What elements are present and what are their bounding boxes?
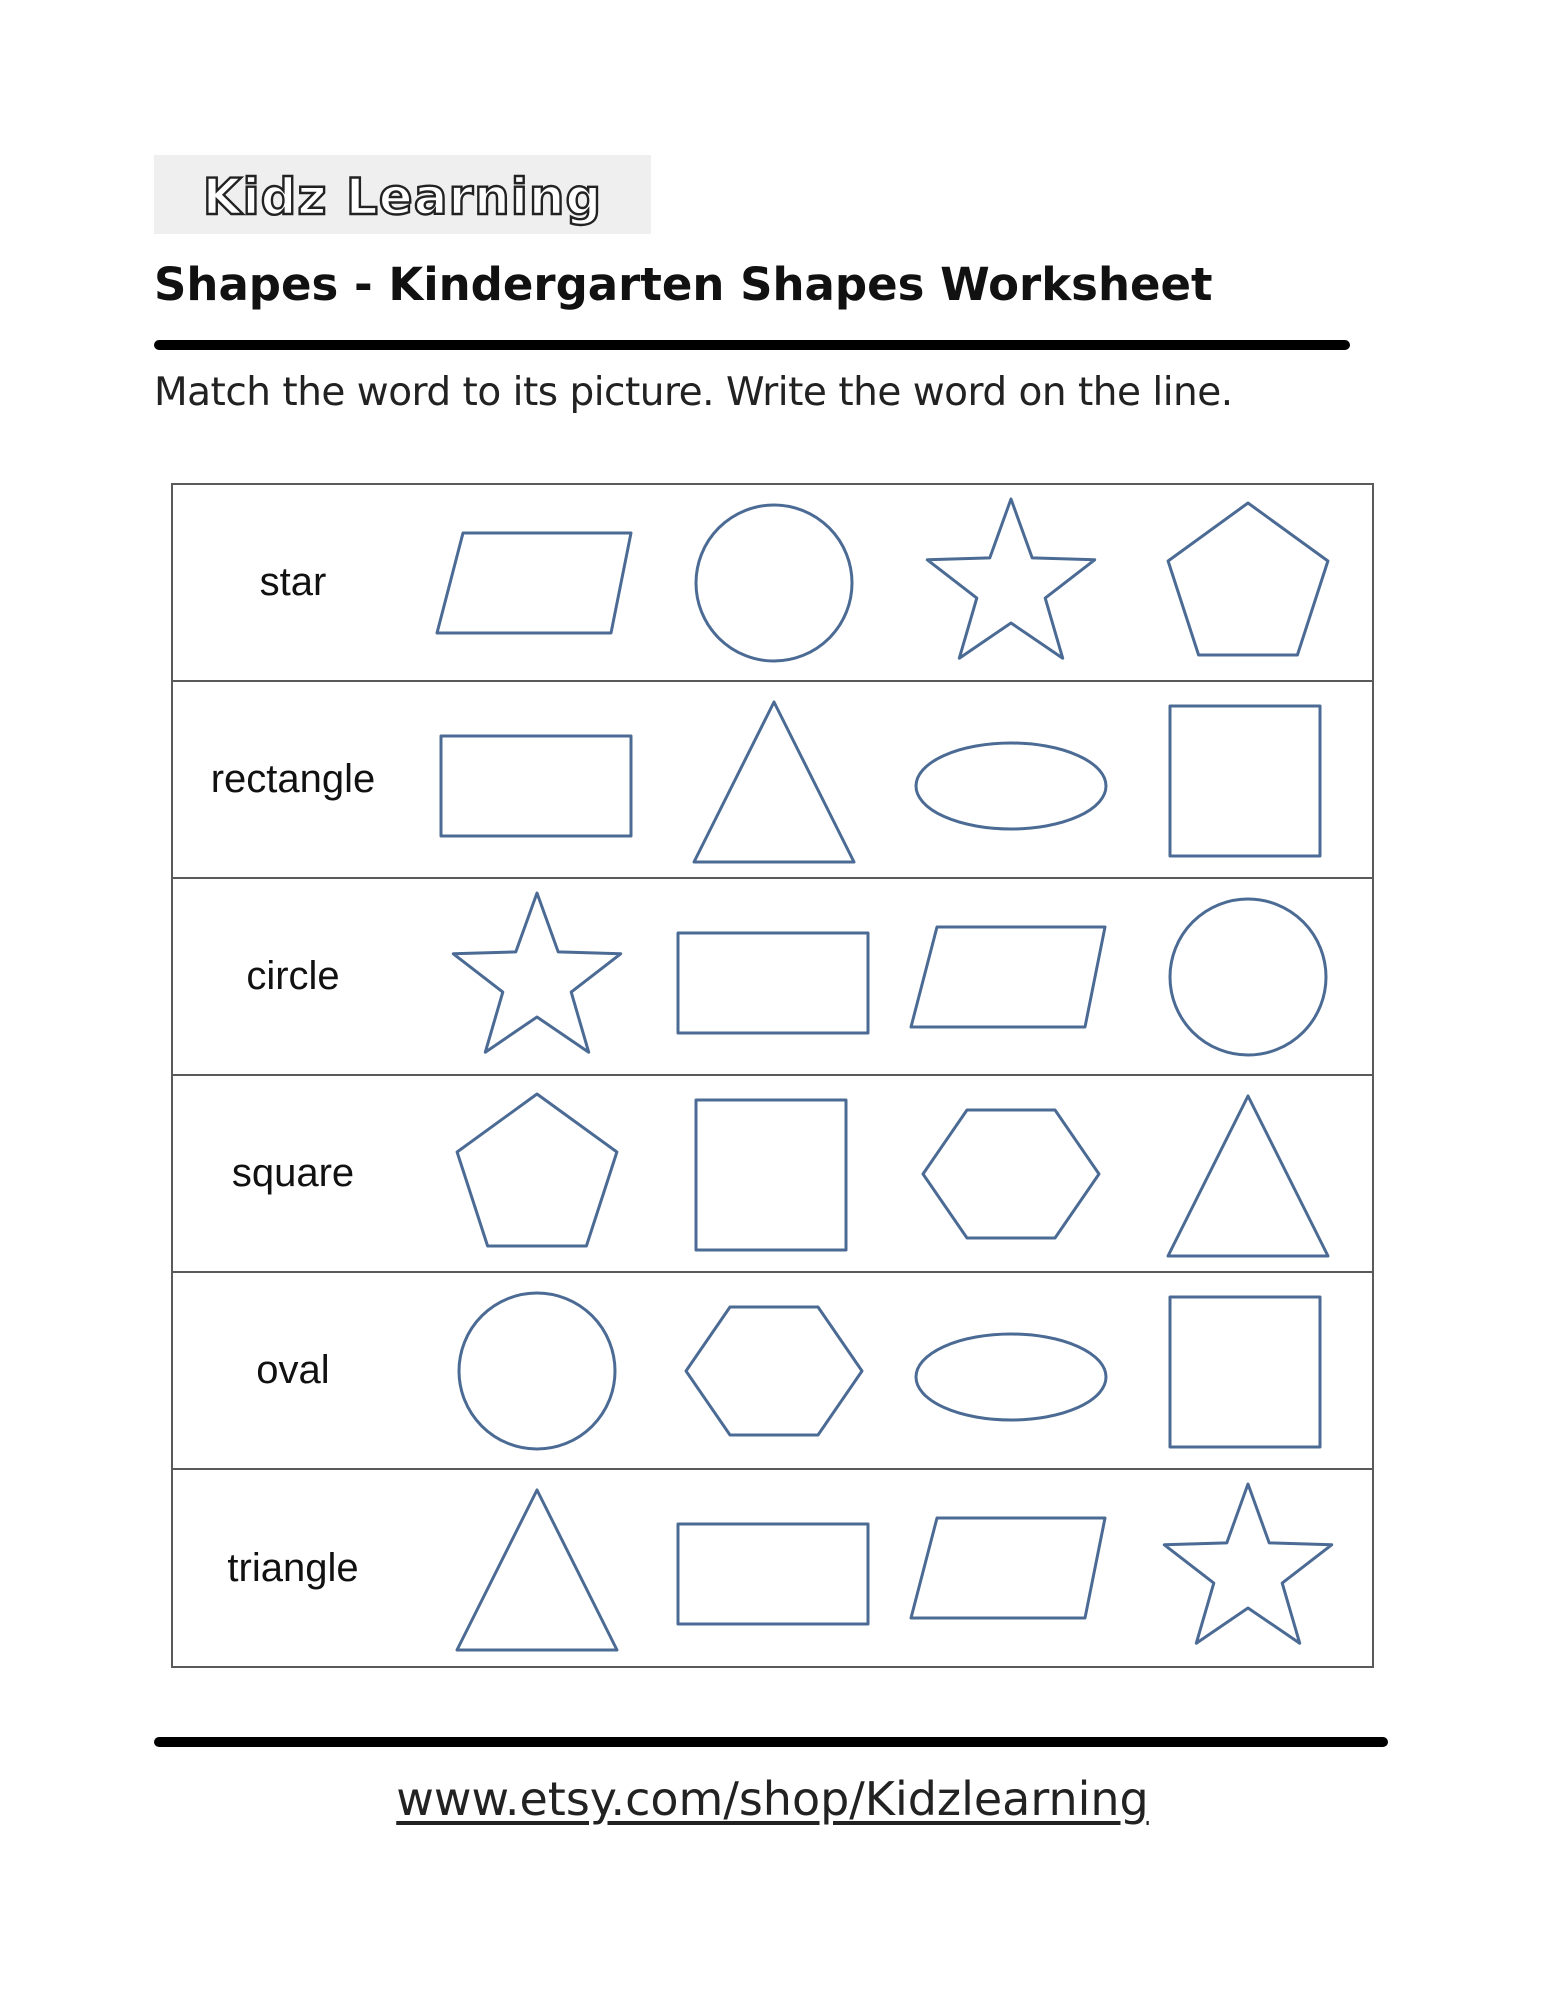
footer-divider	[154, 1737, 1388, 1747]
table-row	[173, 1470, 1372, 1667]
star-shape	[419, 883, 655, 1072]
shape-word-label: circle	[246, 954, 340, 998]
shape-cell[interactable]	[893, 489, 1129, 678]
triangle-shape	[656, 686, 892, 875]
shape-cell[interactable]	[656, 489, 892, 678]
oval-shape	[893, 1277, 1129, 1466]
parallelogram-shape	[419, 489, 655, 678]
shape-cell[interactable]	[656, 686, 892, 875]
brand-logo-box	[154, 155, 651, 234]
hexagon-shape	[893, 1080, 1129, 1269]
shape-word-label: star	[259, 560, 327, 604]
shape-cell[interactable]	[893, 686, 1129, 875]
star-shape	[1130, 1474, 1366, 1663]
shape-cell[interactable]	[893, 1080, 1129, 1269]
shape-cell[interactable]	[419, 1080, 655, 1269]
shape-cell[interactable]	[1130, 1277, 1366, 1466]
shape-cell[interactable]	[1130, 489, 1366, 678]
shape-cell[interactable]	[893, 883, 1129, 1072]
oval-shape	[893, 686, 1129, 875]
circle-shape	[419, 1277, 655, 1466]
worksheet-instruction: Match the word to its picture. Write the word on the line.	[154, 370, 1233, 415]
table-row	[173, 682, 1372, 879]
square-shape	[656, 1080, 892, 1269]
shape-cell[interactable]	[1130, 883, 1366, 1072]
circle-shape	[656, 489, 892, 678]
shape-word-label: oval	[256, 1348, 330, 1392]
pentagon-shape	[419, 1080, 655, 1269]
table-row	[173, 1076, 1372, 1273]
hexagon-shape	[656, 1277, 892, 1466]
shape-cell[interactable]	[419, 686, 655, 875]
shape-cell[interactable]	[656, 1080, 892, 1269]
table-row	[173, 485, 1372, 682]
shop-link[interactable]: www.etsy.com/shop/Kidzlearning	[396, 1772, 1149, 1826]
square-shape	[1130, 686, 1366, 875]
shape-cell[interactable]	[656, 883, 892, 1072]
shape-cell[interactable]	[893, 1474, 1129, 1663]
circle-shape	[1130, 883, 1366, 1072]
shape-cell[interactable]	[419, 1277, 655, 1466]
square-shape	[1130, 1277, 1366, 1466]
pentagon-shape	[1130, 489, 1366, 678]
shape-word-label: rectangle	[210, 757, 376, 801]
shape-cell[interactable]	[419, 883, 655, 1072]
brand-logo-text: Kidz Learning	[202, 167, 603, 226]
worksheet-title: Shapes - Kindergarten Shapes Worksheet	[154, 258, 1213, 311]
rectangle-shape	[419, 686, 655, 875]
triangle-shape	[1130, 1080, 1366, 1269]
shape-cell[interactable]	[656, 1474, 892, 1663]
table-row	[173, 1273, 1372, 1470]
parallelogram-shape	[893, 883, 1129, 1072]
rectangle-shape	[656, 883, 892, 1072]
shape-cell[interactable]	[656, 1277, 892, 1466]
table-row	[173, 879, 1372, 1076]
rectangle-shape	[656, 1474, 892, 1663]
shape-cell[interactable]	[419, 1474, 655, 1663]
shape-word-label: triangle	[227, 1546, 359, 1590]
shape-matching-table	[171, 483, 1374, 1668]
shape-cell[interactable]	[893, 1277, 1129, 1466]
star-shape	[893, 489, 1129, 678]
shape-word-label: square	[231, 1151, 355, 1195]
shape-cell[interactable]	[419, 489, 655, 678]
shape-cell[interactable]	[1130, 1474, 1366, 1663]
title-divider	[154, 340, 1350, 350]
parallelogram-shape	[893, 1474, 1129, 1663]
shape-cell[interactable]	[1130, 686, 1366, 875]
triangle-shape	[419, 1474, 655, 1663]
shape-cell[interactable]	[1130, 1080, 1366, 1269]
